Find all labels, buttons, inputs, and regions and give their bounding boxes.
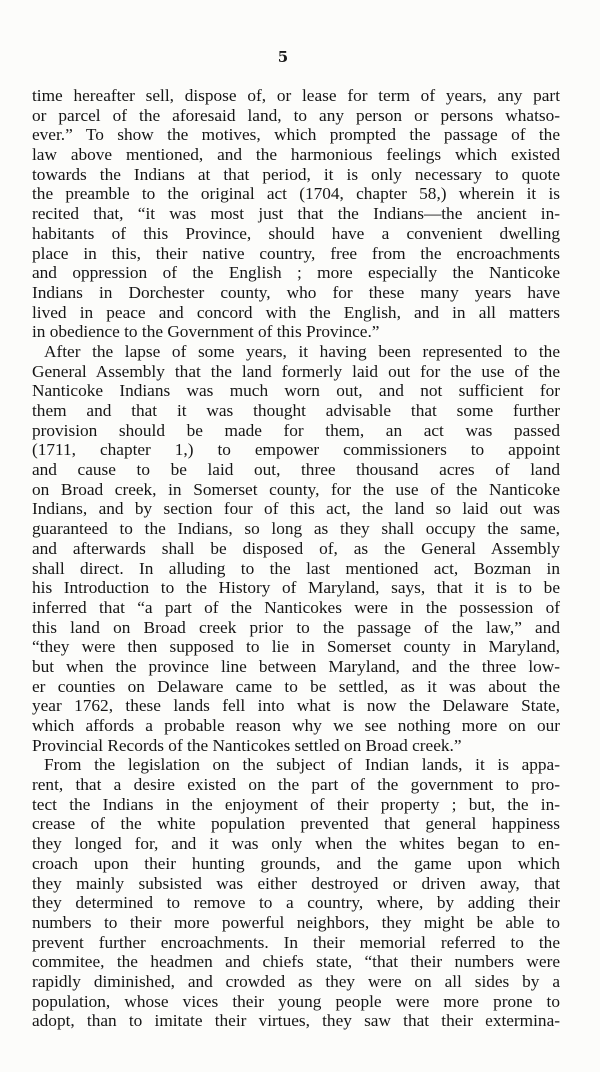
text-line: After the lapse of some years, it having been represented to the (44, 341, 560, 361)
text-line: guaranteed to the Indians, so long as they shall occupy the same, (32, 519, 560, 539)
text-line: population, whose vices their young people were more prone to (32, 991, 560, 1011)
text-line: habitants of this Province, should have a convenient dwelling (32, 223, 560, 243)
text-line: place in this, their native country, free from the encroachments (32, 243, 560, 263)
text-line: er counties on Delaware came to be settled, as it was about the (32, 676, 560, 696)
text-line: year 1762, these lands fell into what is now the Delaware State, (32, 696, 560, 716)
text-line: shall direct. In alluding to the last mentioned act, Bozman in (32, 558, 560, 578)
text-line: time hereafter sell, dispose of, or lease for term of years, any part (32, 86, 560, 105)
text-line: and cause to be laid out, three thousand acres of land (32, 460, 560, 480)
text-line: crease of the white population prevented that general happiness (32, 814, 560, 834)
text-line: rent, that a desire existed on the part of the government to pro- (32, 775, 560, 795)
text-line: recited that, “it was most just that the Indians—the ancient in- (32, 204, 560, 224)
text-line: law above mentioned, and the harmonious feelings which existed (32, 145, 560, 165)
text-line: them and that it was thought advisable that some further (32, 401, 560, 420)
text-line: but when the province line between Maryland, and the three low- (32, 656, 560, 676)
text-line: tect the Indians in the enjoyment of their property ; but, the in- (32, 794, 560, 814)
text-line: croach upon their hunting grounds, and the game upon which (32, 853, 560, 873)
text-line: lived in peace and concord with the English, and in all matters (32, 302, 560, 322)
text-line: Nanticoke Indians was much worn out, and not sufficient for (32, 381, 560, 401)
text-line: Indians, and by section four of this act, the land so laid out was (32, 499, 560, 519)
text-line: towards the Indians at that period, it is only necessary to quote (32, 164, 560, 184)
text-line: rapidly diminished, and crowded as they were on all sides by a (32, 971, 560, 991)
text-line: prevent further encroachments. In their memorial referred to the (32, 932, 560, 952)
text-line: adopt, than to imitate their virtues, they saw that their extermina- (32, 1011, 560, 1031)
text-line: and oppression of the English ; more especially the Nanticoke (32, 263, 560, 283)
text-line: “they were then supposed to lie in Somerset county in Maryland, (32, 637, 560, 657)
text-line: or parcel of the aforesaid land, to any person or persons whatso- (32, 105, 560, 125)
text-line: his Introduction to the History of Maryland, says, that it is to be (32, 578, 560, 598)
text-line: on Broad creek, in Somerset county, for the use of the Nanticoke (32, 479, 560, 499)
text-line: they mainly subsisted was either destroyed or driven away, that (32, 873, 560, 893)
text-line: this land on Broad creek prior to the passage of the law,” and (32, 617, 560, 637)
page-number: 5 (277, 48, 289, 66)
text-line: they longed for, and it was only when the whites began to en- (32, 834, 560, 854)
text-line: the preamble to the original act (1704, chapter 58,) wherein it is (32, 184, 560, 204)
text-line: From the legislation on the subject of Indian lands, it is appa- (44, 755, 560, 775)
text-line: (1711, chapter 1,) to empower commissioners to appoint (32, 440, 560, 460)
text-line: in obedience to the Government of this Province.” (32, 322, 380, 342)
text-line: provision should be made for them, an act was passed (32, 420, 560, 440)
text-line: numbers to their more powerful neighbors, they might be able to (32, 912, 560, 932)
text-line: inferred that “a part of the Nanticokes were in the possession of (32, 597, 560, 617)
text-line: Indians in Dorchester county, who for these many years have (32, 282, 560, 302)
text-line: which affords a probable reason why we see nothing more on our (32, 716, 560, 735)
text-line: and afterwards shall be disposed of, as the General Assembly (32, 538, 560, 558)
text-line: ever.” To show the motives, which prompted the passage of the (32, 125, 560, 145)
body-text (32, 86, 560, 1031)
text-line: General Assembly that the land formerly laid out for the use of the (32, 361, 560, 381)
text-line: commitee, the headmen and chiefs state, “that their numbers were (32, 952, 560, 972)
text-line: Provincial Records of the Nanticokes settled on Broad creek.” (32, 735, 462, 755)
text-line: they determined to remove to a country, where, by adding their (32, 893, 560, 913)
